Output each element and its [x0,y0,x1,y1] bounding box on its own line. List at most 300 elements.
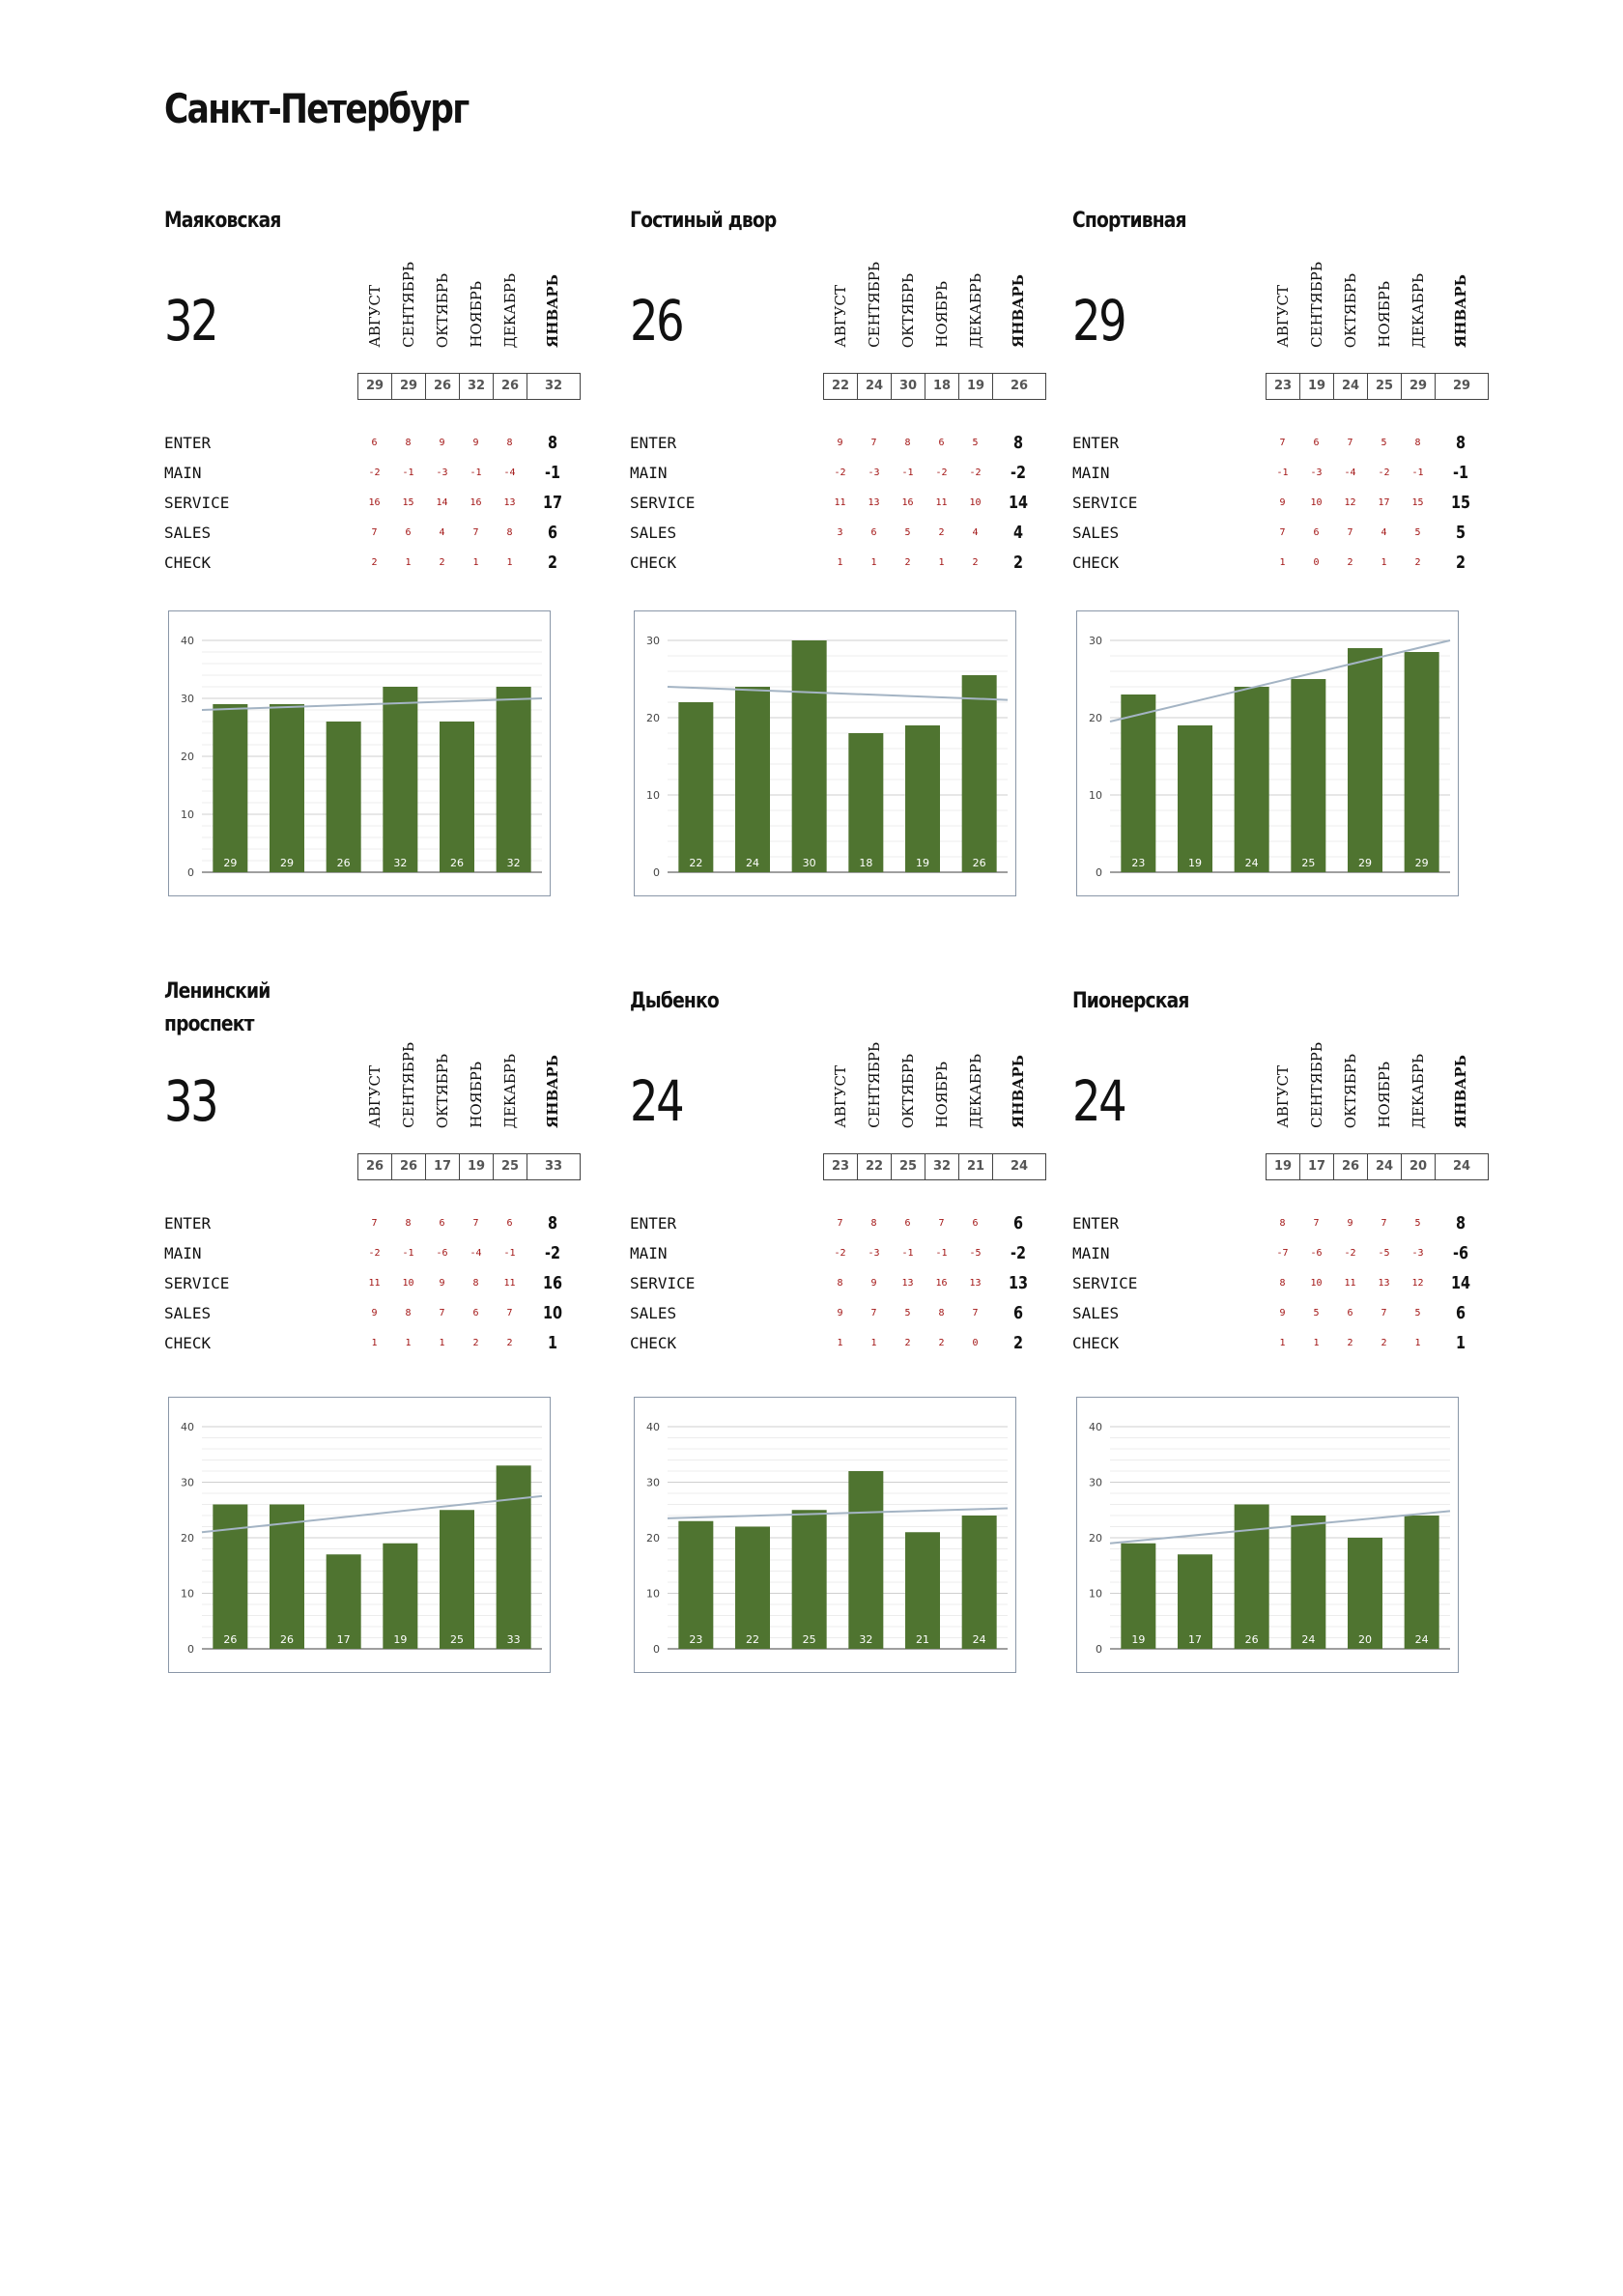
metric-label: ENTER [630,1214,677,1233]
month-value-cell: 25 [892,1154,925,1179]
metric-month-value: 2 [1347,557,1353,568]
metric-month-value: 11 [1344,1278,1356,1289]
chart-svg [169,1398,552,1674]
bar [1405,652,1439,872]
month-header: НОЯБРЬ [932,281,951,348]
bar [270,1505,304,1650]
metric-row [630,1273,1045,1294]
month-header: ОКТЯБРЬ [898,272,917,348]
bar [270,704,304,872]
metric-label: ENTER [164,1214,212,1233]
metric-month-value: 1 [371,1338,378,1348]
metric-label: ENTER [164,434,212,452]
bar [1405,1516,1439,1649]
month-value-cell: 17 [1300,1154,1334,1179]
bar-value-label: 29 [280,857,294,869]
metric-month-value: 1 [405,557,412,568]
metric-current-value: 2 [1012,553,1024,573]
bar [1348,1538,1382,1649]
bar [735,1527,770,1650]
metric-month-value: 16 [368,497,381,508]
metric-row [1072,1273,1488,1294]
metric-current-value: -1 [1453,463,1468,483]
metric-label: ENTER [1072,1214,1120,1233]
station-big-value: 29 [1072,288,1125,354]
trend-line [668,1509,1008,1518]
bar [905,725,940,872]
y-tick-label: 0 [187,866,194,879]
metric-row [630,1213,1045,1234]
bar-value-label: 25 [1301,857,1316,869]
metric-current-value: -2 [1011,463,1026,483]
metric-month-value: 12 [1344,497,1356,508]
metric-month-value: 5 [1414,1218,1421,1229]
metric-month-value: 6 [870,527,877,538]
month-header: НОЯБРЬ [1375,1062,1393,1128]
metric-current-value: 1 [547,1333,558,1353]
bar-value-label: 26 [280,1633,294,1646]
metric-row [630,463,1045,484]
month-header: ДЕКАБРЬ [1409,1053,1427,1128]
month-headers [1266,251,1488,348]
month-value-cell: 24 [1452,1159,1471,1174]
metric-month-value: -4 [503,468,516,478]
metric-month-value: -3 [1310,468,1323,478]
trend-line [202,698,542,710]
metric-month-value: 8 [870,1218,877,1229]
bar-value-label: 21 [916,1633,929,1646]
bar [905,1532,940,1649]
metric-month-value: 8 [938,1308,945,1318]
chart-svg [169,611,552,897]
metric-month-value: 6 [1347,1308,1353,1318]
bar-value-label: 25 [802,1633,816,1646]
metric-month-value: 8 [405,1218,412,1229]
month-value-cell: 33 [544,1159,563,1174]
month-header: ЯНВАРЬ [1010,1055,1027,1128]
metric-month-value: 16 [901,497,914,508]
metric-month-value: 1 [938,557,945,568]
month-value-cell: 26 [358,1154,392,1179]
month-value-cell: 29 [1402,374,1436,399]
metric-month-value: 11 [503,1278,516,1289]
metric-month-value: 10 [969,497,982,508]
metric-month-value: 13 [901,1278,914,1289]
page-title: Санкт-Петербург [164,85,469,132]
metric-month-value: 5 [904,1308,911,1318]
y-tick-label: 0 [1096,1643,1102,1656]
month-value-cell: 32 [544,379,563,393]
bar [327,722,361,872]
month-value-cell: 29 [358,374,392,399]
station-block [164,979,609,1659]
bar-chart [1076,610,1459,896]
metric-label: SERVICE [1072,494,1138,512]
metric-month-value: 1 [472,557,479,568]
month-header: ЯНВАРЬ [1452,1055,1469,1128]
bar-value-label: 24 [746,857,759,869]
metric-label: SERVICE [630,1274,696,1292]
month-header: АВГУСТ [1273,1065,1292,1128]
month-header: ДЕКАБРЬ [500,1053,519,1128]
metric-month-value: 6 [972,1218,979,1229]
month-header: НОЯБРЬ [467,1062,485,1128]
month-value-cell: 26 [1010,379,1029,393]
chart-svg [635,611,1017,897]
metric-month-value: 9 [371,1308,378,1318]
metric-month-value: 9 [870,1278,877,1289]
y-tick-label: 20 [181,751,194,763]
bar [962,1516,997,1649]
metric-row [1072,523,1488,544]
metric-label: SALES [630,524,677,542]
bar [1291,679,1325,872]
bar-value-label: 32 [393,857,408,869]
metric-month-value: 2 [904,1338,911,1348]
month-header: ЯНВАРЬ [1452,274,1469,348]
metric-month-value: 8 [472,1278,479,1289]
month-headers [357,251,580,348]
bar [678,702,713,872]
metric-label: SALES [630,1304,677,1322]
metric-month-value: 2 [1414,557,1421,568]
y-tick-label: 40 [181,635,194,647]
metric-month-value: 1 [1279,557,1286,568]
metric-label: CHECK [630,1334,677,1352]
month-values-table [1266,1153,1489,1180]
month-header: ОКТЯБРЬ [433,272,451,348]
month-header: ОКТЯБРЬ [1341,272,1359,348]
metric-month-value: 6 [1313,527,1320,538]
metric-month-value: 8 [837,1278,843,1289]
month-headers [1266,1032,1488,1128]
metric-month-value: 7 [439,1308,445,1318]
metric-month-value: 6 [1313,438,1320,448]
metric-current-value: -6 [1453,1243,1468,1263]
bar [1235,687,1269,872]
metric-row [630,493,1045,514]
metric-month-value: 10 [402,1278,414,1289]
metric-month-value: 6 [405,527,412,538]
metric-month-value: 2 [972,557,979,568]
y-tick-label: 40 [646,1421,660,1433]
metric-label: SERVICE [164,494,230,512]
metric-month-value: -3 [436,468,448,478]
metric-month-value: 7 [972,1308,979,1318]
station-name: Пионерская [1072,989,1189,1013]
metric-month-value: 7 [1347,438,1353,448]
trend-line [1110,640,1450,722]
chart-svg [1077,1398,1460,1674]
metric-row [1072,433,1488,454]
month-value-cell: 19 [1267,1154,1300,1179]
bar-value-label: 22 [689,857,703,869]
metric-current-value: 13 [1008,1273,1029,1293]
metric-label: MAIN [164,464,202,482]
chart-svg [1077,611,1460,897]
bar-chart [634,610,1016,896]
metric-month-value: 1 [1279,1338,1286,1348]
month-value-cell: 24 [1010,1159,1029,1174]
bar-chart [168,610,551,896]
bar-chart [634,1397,1016,1673]
metric-month-value: 2 [439,557,445,568]
metric-row [1072,1243,1488,1264]
bar-value-label: 17 [1188,1633,1202,1646]
metric-row [630,1333,1045,1354]
month-value-cell: 26 [426,374,460,399]
metric-current-value: 5 [1455,523,1466,543]
metric-label: MAIN [630,1244,668,1262]
metric-current-value: 17 [542,493,563,513]
metric-month-value: 8 [1279,1218,1286,1229]
metric-month-value: -4 [1344,468,1356,478]
metric-row [164,1243,580,1264]
metric-month-value: 9 [1279,497,1286,508]
bar [1121,694,1155,872]
metric-month-value: 7 [371,527,378,538]
metric-current-value: 8 [1455,1213,1466,1233]
metric-month-value: 2 [1381,1338,1387,1348]
y-tick-label: 30 [1089,1476,1102,1489]
metric-row [164,523,580,544]
metric-month-value: 9 [439,1278,445,1289]
month-value-cell: 25 [1368,374,1402,399]
month-value-cell: 21 [959,1154,993,1179]
metric-month-value: 2 [938,527,945,538]
metric-row [630,523,1045,544]
metric-month-value: 2 [938,1338,945,1348]
y-tick-label: 30 [1089,635,1102,647]
month-header: НОЯБРЬ [467,281,485,348]
month-header: АВГУСТ [365,1065,384,1128]
metric-month-value: 5 [904,527,911,538]
month-value-cell: 26 [1334,1154,1368,1179]
metric-month-value: 4 [1381,527,1387,538]
metric-month-value: 8 [405,1308,412,1318]
month-value-cell: 29 [1452,379,1471,393]
metric-label: MAIN [1072,464,1110,482]
metric-month-value: -1 [1411,468,1424,478]
bar-value-label: 20 [1358,1633,1372,1646]
month-value-cell: 23 [1267,374,1300,399]
metric-month-value: 9 [472,438,479,448]
month-value-cell: 22 [858,1154,892,1179]
month-values-table [823,1153,1046,1180]
metric-month-value: 7 [506,1308,513,1318]
metric-month-value: 8 [1414,438,1421,448]
metric-month-value: -6 [1310,1248,1323,1259]
month-value-cell: 19 [460,1154,494,1179]
metric-label: MAIN [1072,1244,1110,1262]
bar [962,675,997,872]
metric-month-value: 1 [1313,1338,1320,1348]
month-value-cell: 24 [858,374,892,399]
bar-value-label: 24 [972,1633,986,1646]
metric-current-value: 6 [1455,1303,1466,1323]
metric-month-value: 4 [439,527,445,538]
bar-value-label: 23 [1131,857,1146,869]
y-tick-label: 20 [646,712,660,724]
metric-month-value: 7 [837,1218,843,1229]
metric-row [164,463,580,484]
metric-month-value: 8 [506,527,513,538]
bar [1178,725,1212,872]
metric-month-value: -1 [470,468,482,478]
metric-label: SALES [164,1304,212,1322]
station-name: Гостиный двор [630,209,777,233]
metric-month-value: 8 [405,438,412,448]
metric-month-value: -3 [868,468,880,478]
metric-current-value: 6 [1012,1213,1024,1233]
metric-row [1072,1213,1488,1234]
bar-value-label: 25 [450,1633,464,1646]
metric-label: MAIN [164,1244,202,1262]
metric-label: SERVICE [164,1274,230,1292]
month-value-cell: 20 [1402,1154,1436,1179]
metric-month-value: 1 [439,1338,445,1348]
month-value-cell: 30 [892,374,925,399]
metric-month-value: 1 [1414,1338,1421,1348]
station-name: Дыбенко [630,989,719,1013]
bar [1291,1516,1325,1649]
bar-value-label: 24 [1414,1633,1429,1646]
month-header: СЕНТЯБРЬ [399,1042,417,1128]
y-tick-label: 20 [1089,712,1102,724]
metric-month-value: -2 [969,468,982,478]
month-header: АВГУСТ [1273,285,1292,348]
metric-row [630,1303,1045,1324]
y-tick-label: 20 [646,1532,660,1545]
month-value-cell: 23 [824,1154,858,1179]
bar [792,1510,827,1649]
bar-value-label: 30 [802,857,816,869]
bar [848,1471,883,1649]
metric-current-value: 10 [542,1303,563,1323]
bar-value-label: 26 [1244,1633,1259,1646]
metric-month-value: 17 [1378,497,1390,508]
month-header: СЕНТЯБРЬ [865,262,883,348]
metric-row [164,1333,580,1354]
bar [735,687,770,872]
metric-month-value: 8 [1279,1278,1286,1289]
metric-month-value: 7 [1347,527,1353,538]
metric-row [1072,553,1488,574]
month-header: ОКТЯБРЬ [898,1053,917,1128]
metric-current-value: 15 [1450,493,1471,513]
metric-row [164,1303,580,1324]
metric-label: MAIN [630,464,668,482]
month-header: СЕНТЯБРЬ [865,1042,883,1128]
metric-month-value: 7 [938,1218,945,1229]
station-big-value: 33 [164,1068,217,1134]
month-header: ЯНВАРЬ [1010,274,1027,348]
month-header: НОЯБРЬ [932,1062,951,1128]
metric-month-value: 6 [371,438,378,448]
metric-month-value: 2 [1347,1338,1353,1348]
metric-month-value: 11 [935,497,948,508]
bar-chart [1076,1397,1459,1673]
metric-current-value: 4 [1012,523,1024,543]
metric-month-value: 7 [472,1218,479,1229]
bar-value-label: 26 [336,857,351,869]
metric-month-value: -1 [935,1248,948,1259]
bar-value-label: 26 [450,857,464,869]
metric-row [630,433,1045,454]
bar-value-label: 32 [506,857,521,869]
trend-line [668,687,1008,700]
metric-month-value: 9 [439,438,445,448]
metric-month-value: 7 [1381,1218,1387,1229]
bar-value-label: 19 [1188,857,1202,869]
metric-row [1072,1333,1488,1354]
metric-month-value: -2 [834,1248,846,1259]
bar-value-label: 29 [1414,857,1429,869]
y-tick-label: 20 [1089,1532,1102,1545]
metric-month-value: 11 [834,497,846,508]
metric-month-value: 7 [472,527,479,538]
station-block [630,203,1074,879]
month-value-cell: 18 [925,374,959,399]
y-tick-label: 10 [646,789,660,802]
metric-current-value: -1 [545,463,560,483]
metric-month-value: 1 [506,557,513,568]
metric-month-value: 7 [870,1308,877,1318]
metric-current-value: 6 [547,523,558,543]
month-values-table [357,1153,581,1180]
month-headers [357,1032,580,1128]
y-tick-label: 10 [181,808,194,821]
metric-label: ENTER [1072,434,1120,452]
station-big-value: 26 [630,288,683,354]
metric-month-value: 7 [1279,438,1286,448]
metric-month-value: 3 [837,527,843,538]
bar-value-label: 24 [1244,857,1259,869]
metric-month-value: 6 [506,1218,513,1229]
metric-month-value: 5 [1381,438,1387,448]
metric-month-value: 10 [1310,1278,1323,1289]
metric-current-value: -2 [545,1243,560,1263]
month-value-cell: 19 [959,374,993,399]
month-header: ОКТЯБРЬ [433,1053,451,1128]
month-header: ЯНВАРЬ [544,1055,561,1128]
y-tick-label: 30 [646,635,660,647]
metric-month-value: -3 [1411,1248,1424,1259]
bar [848,733,883,872]
month-values-table [823,373,1046,400]
month-value-cell: 29 [392,374,426,399]
bar [213,1505,247,1650]
metric-row [630,1243,1045,1264]
y-tick-label: 40 [1089,1421,1102,1433]
bar-value-label: 19 [916,857,929,869]
metric-current-value: 8 [1455,433,1466,453]
bar-value-label: 18 [859,857,873,869]
metric-month-value: 9 [1347,1218,1353,1229]
metric-month-value: -2 [1344,1248,1356,1259]
metric-month-value: 2 [472,1338,479,1348]
metric-month-value: 0 [1313,557,1320,568]
metric-month-value: -1 [901,1248,914,1259]
chart-svg [635,1398,1017,1674]
month-header: ДЕКАБРЬ [500,272,519,348]
metric-month-value: -4 [470,1248,482,1259]
month-header: СЕНТЯБРЬ [1307,262,1325,348]
metric-month-value: -2 [368,468,381,478]
month-header: АВГУСТ [365,285,384,348]
metric-month-value: 15 [1411,497,1424,508]
metric-month-value: 7 [371,1218,378,1229]
